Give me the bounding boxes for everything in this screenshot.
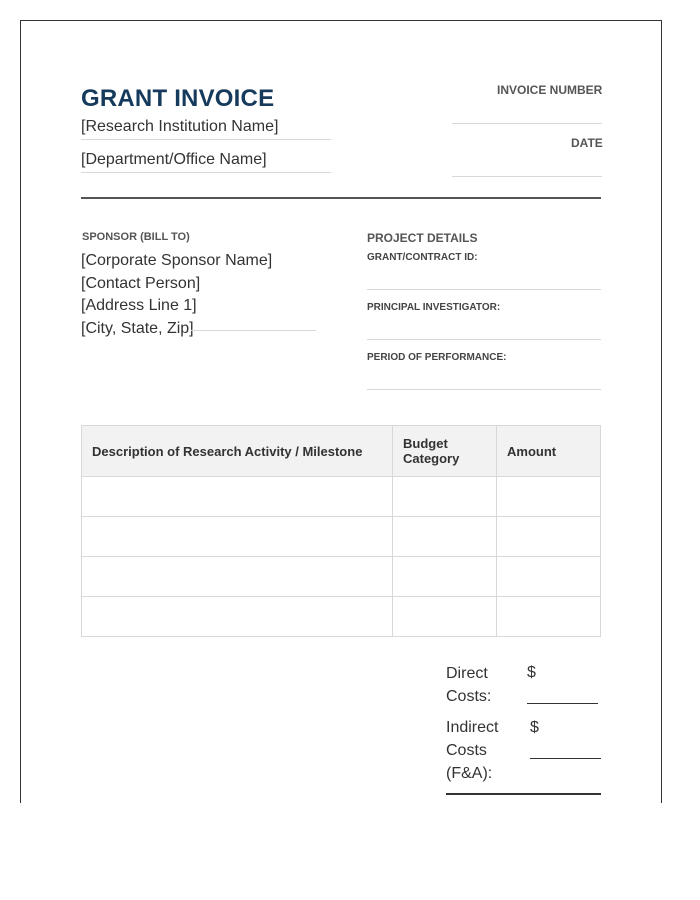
description-cell[interactable] [82, 477, 393, 517]
budget-category-column-header: Budget Category [393, 426, 497, 477]
city-state-zip-line[interactable]: [City, State, Zip] [81, 320, 194, 337]
amount-cell[interactable] [497, 597, 601, 637]
project-details-heading: PROJECT DETAILS [367, 231, 478, 245]
grant-id-field[interactable] [367, 289, 601, 290]
budget-category-cell[interactable] [393, 477, 497, 517]
direct-costs-currency: $ [527, 664, 536, 681]
description-column-header: Description of Research Activity / Milestone [82, 426, 393, 477]
amount-cell[interactable] [497, 557, 601, 597]
indirect-costs-currency: $ [530, 719, 539, 736]
description-cell[interactable] [82, 517, 393, 557]
indirect-costs-field[interactable] [530, 758, 601, 759]
institution-name-field[interactable]: [Research Institution Name] [81, 117, 331, 140]
invoice-title: GRANT INVOICE [81, 85, 275, 112]
amount-cell[interactable] [497, 477, 601, 517]
sponsor-heading: SPONSOR (BILL TO) [82, 231, 190, 243]
budget-category-cell[interactable] [393, 557, 497, 597]
direct-costs-field[interactable] [527, 703, 598, 704]
description-cell[interactable] [82, 597, 393, 637]
principal-investigator-label: PRINCIPAL INVESTIGATOR: [367, 302, 501, 313]
department-name-field[interactable]: [Department/Office Name] [81, 150, 331, 173]
sponsor-name-line[interactable]: [Corporate Sponsor Name] [81, 252, 273, 269]
description-cell[interactable] [82, 557, 393, 597]
invoice-number-field[interactable] [452, 123, 602, 124]
table-row [82, 477, 601, 517]
indirect-costs-label: Indirect Costs (F&A): [446, 719, 499, 782]
totals-divider [446, 793, 601, 795]
amount-cell[interactable] [497, 517, 601, 557]
grant-id-label: GRANT/CONTRACT ID: [367, 252, 478, 263]
table-row [82, 597, 601, 637]
contact-person-line[interactable]: [Contact Person] [81, 275, 201, 292]
amount-column-header: Amount [497, 426, 601, 477]
budget-category-cell[interactable] [393, 597, 497, 637]
direct-costs-label: Direct Costs: [446, 665, 492, 705]
line-items-table [81, 425, 601, 637]
period-of-performance-label: PERIOD OF PERFORMANCE: [367, 352, 507, 363]
date-field[interactable] [452, 176, 602, 177]
table-row [82, 517, 601, 557]
invoice-number-label: INVOICE NUMBER [497, 83, 603, 97]
address-line[interactable]: [Address Line 1] [81, 297, 197, 314]
header-divider [81, 197, 601, 199]
sponsor-underline [191, 330, 316, 331]
budget-category-cell[interactable] [393, 517, 497, 557]
period-of-performance-field[interactable] [367, 389, 601, 390]
date-label: DATE [571, 136, 603, 150]
principal-investigator-field[interactable] [367, 339, 601, 340]
table-row [82, 557, 601, 597]
invoice-page [20, 20, 662, 803]
table-header-row [82, 426, 601, 477]
